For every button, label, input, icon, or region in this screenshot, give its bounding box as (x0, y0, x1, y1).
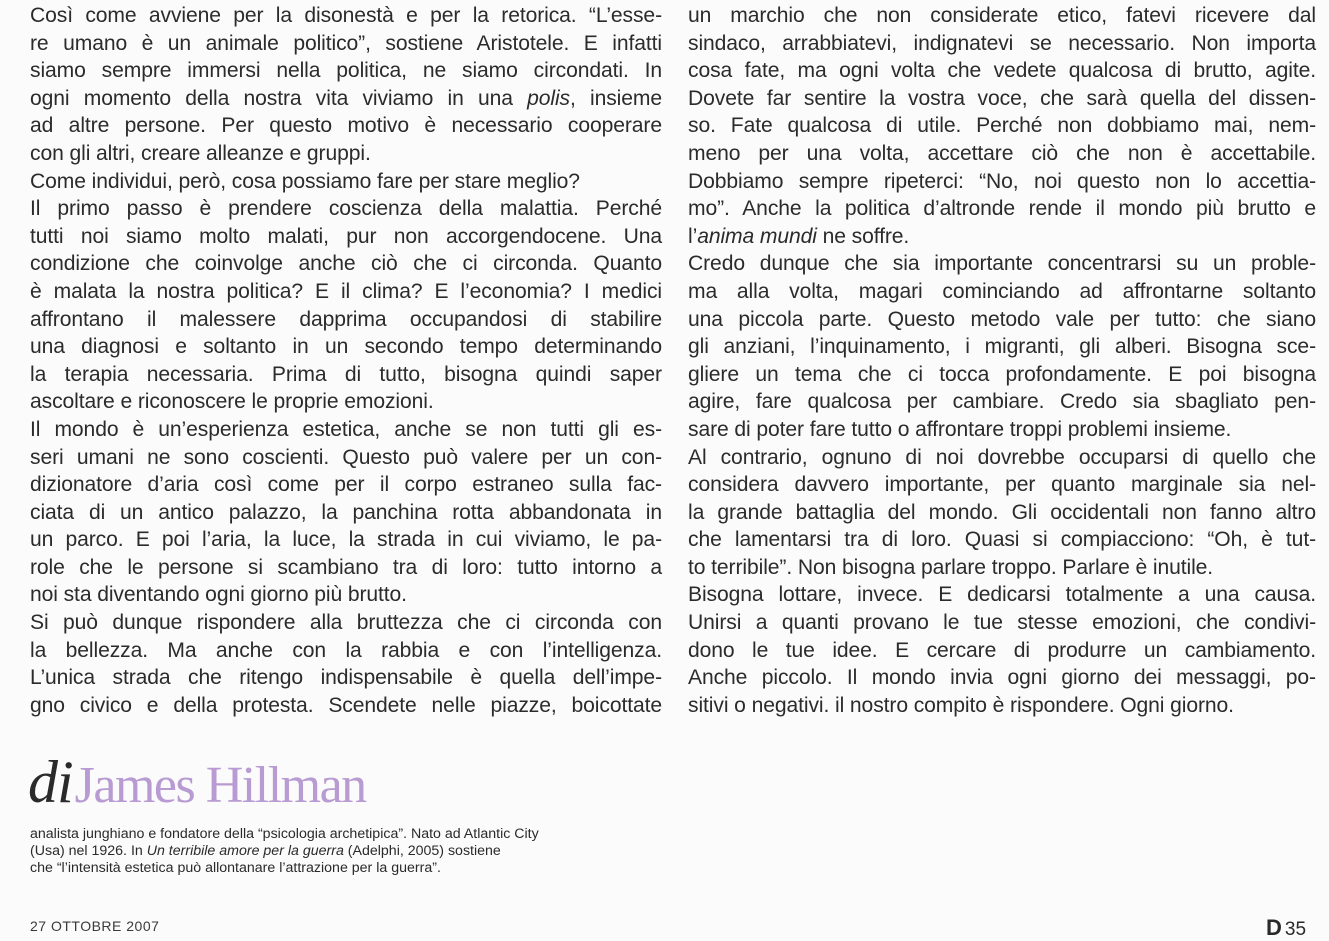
text-line: gli anziani, l’inquinamento, i migranti, gli alberi. Bisogna sce- (688, 335, 1316, 359)
text-line: seri umani ne sono coscienti. Questo può valere per un con- (30, 445, 662, 469)
text-segment: ne soffre. (816, 224, 910, 248)
text-line: siamo sempre immersi nella politica, ne siamo circondati. In (30, 59, 662, 83)
bio-line (30, 843, 670, 860)
byline-prefix: di (28, 749, 73, 815)
text-line: è malata la nostra politica? E il clima? E l’economia? I medici (30, 279, 662, 303)
italic-term: polis (527, 86, 570, 110)
magazine-logo: D (1266, 915, 1282, 940)
text-line: role che le persone si scambiano tra di loro: tutto intorno a (30, 555, 662, 579)
text-line: la grande battaglia del mondo. Gli occidentali non fanno altro (688, 500, 1316, 524)
text-line: Così come avviene per la disonestà e per la retorica. “L’esse- (30, 4, 662, 27)
author-byline (28, 748, 366, 818)
text-line: noi sta diventando ogni giorno più brutto. (30, 583, 407, 607)
text-line: Anche piccolo. Il mondo invia ogni giorno dei messaggi, po- (688, 666, 1316, 690)
text-line: Il mondo è un’esperienza estetica, anche se non tutti gli es- (30, 417, 662, 441)
text-line: tutti noi siamo molto malati, pur non accorgendocene. Una (30, 224, 662, 248)
text-segment: (Adelphi, 2005) sostiene (343, 843, 501, 859)
text-line: Credo dunque che sia importante concentrarsi su un proble- (688, 252, 1316, 276)
text-line: una piccola parte. Questo metodo vale per tutto: che siano (688, 307, 1316, 331)
text-line: che lamentarsi tra di loro. Quasi si compiacciono: “Oh, è tut- (688, 528, 1316, 552)
text-segment: l’ (688, 224, 698, 248)
text-line: mo”. Anche la politica d’altronde rende il mondo più brutto e (688, 197, 1316, 221)
text-line: una diagnosi e soltanto in un secondo tempo determinando (30, 335, 662, 359)
italic-term: Un terribile amore per la guerra (146, 843, 344, 859)
author-bio (30, 826, 670, 877)
text-line: agire, fare qualcosa per cambiare. Credo sia sbagliato pen- (688, 390, 1316, 414)
text-line: ad altre persone. Per questo motivo è necessario cooperare (30, 114, 662, 138)
text-line: cosa fate, ma ogni volta che vedete qualcosa di brutto, agite. (688, 59, 1316, 83)
text-line: re umano è un animale politico”, sostiene Aristotele. E infatti (30, 31, 662, 55)
text-line: L’unica strada che ritengo indispensabile è quella dell’impe- (30, 666, 662, 690)
text-line: ma alla volta, magari cominciando ad affrontarne soltanto (688, 279, 1316, 303)
text-line: sindaco, arrabbiatevi, indignatevi se necessario. Non importa (688, 31, 1316, 55)
text-line (688, 223, 1316, 251)
text-line: Dovete far sentire la vostra voce, che sarà quella del dissen- (688, 86, 1316, 110)
text-line: ascoltare e riconoscere le proprie emozioni. (30, 390, 434, 414)
bio-line: che “l’intensità estetica può allontanare l’attrazione per la guerra”. (30, 860, 441, 876)
italic-term: anima mundi (697, 224, 817, 248)
text-line: un parco. E poi l’aria, la luce, la strada in cui viviamo, le pa- (30, 528, 662, 552)
text-line: Dobbiamo sempre ripeterci: “No, noi questo non lo accettia- (688, 169, 1316, 193)
text-line: Il primo passo è prendere coscienza della malattia. Perché (30, 197, 662, 221)
text-segment: (Usa) nel 1926. In (30, 843, 147, 859)
text-line: sare di poter fare tutto o affrontare troppi problemi insieme. (688, 417, 1232, 441)
text-line: Bisogna lottare, invece. E dedicarsi totalmente a una causa. (688, 583, 1316, 607)
text-line: Come individui, però, cosa possiamo fare per stare meglio? (30, 169, 580, 193)
text-line: affrontano il malessere dapprima occupandosi di stabilire (30, 307, 662, 331)
text-line: la bellezza. Ma anche con la rabbia e con l’intelligenza. (30, 638, 662, 662)
text-line: un marchio che non considerate etico, fatevi ricevere dal (688, 4, 1316, 27)
text-line: meno per una volta, accettare ciò che non è accettabile. (688, 141, 1316, 165)
text-segment: , insieme (570, 86, 662, 110)
article-column-left (30, 2, 662, 719)
text-line: Si può dunque rispondere alla bruttezza che ci circonda con (30, 611, 662, 635)
article-column-right (688, 2, 1316, 719)
text-line: la terapia necessaria. Prima di tutto, bisogna quindi saper (30, 362, 662, 386)
text-line: dizionatore d’aria così come per il corpo estraneo sulla fac- (30, 473, 662, 497)
text-line: Al contrario, ognuno di noi dovrebbe occuparsi di quello che (688, 445, 1316, 469)
text-line: so. Fate qualcosa di utile. Perché non dobbiamo mai, nem- (688, 114, 1316, 138)
text-line: condizione che coinvolge anche ciò che ci circonda. Quanto (30, 252, 662, 276)
bio-line: analista junghiano e fondatore della “psicologia archetipica”. Nato ad Atlantic City (30, 826, 539, 842)
text-line: Unirsi a quanti provano le tue stesse emozioni, che condivi- (688, 611, 1316, 635)
author-name: James Hillman (74, 757, 366, 814)
issue-date: 27 OTTOBRE 2007 (30, 918, 160, 934)
text-line: considera davvero importante, per quanto marginale sia nel- (688, 473, 1316, 497)
text-line: con gli altri, creare alleanze e gruppi. (30, 141, 371, 165)
text-line: sitivi o negativi. il nostro compito è rispondere. Ogni giorno. (688, 693, 1234, 717)
text-line: ciata di un antico palazzo, la panchina rotta abbandonata in (30, 500, 662, 524)
text-line: to terribile”. Non bisogna parlare troppo. Parlare è inutile. (688, 555, 1214, 579)
page-number: 35 (1284, 919, 1307, 940)
text-line: gno civico e della protesta. Scendete nelle piazze, boicottate (30, 693, 662, 717)
text-line (30, 85, 662, 113)
page-footer (1266, 915, 1306, 941)
text-segment: ogni momento della nostra vita viviamo in una (30, 86, 528, 110)
text-line: gliere un tema che ci tocca profondamente. E poi bisogna (688, 362, 1316, 386)
text-line: dono le tue idee. E cercare di produrre un cambiamento. (688, 638, 1316, 662)
